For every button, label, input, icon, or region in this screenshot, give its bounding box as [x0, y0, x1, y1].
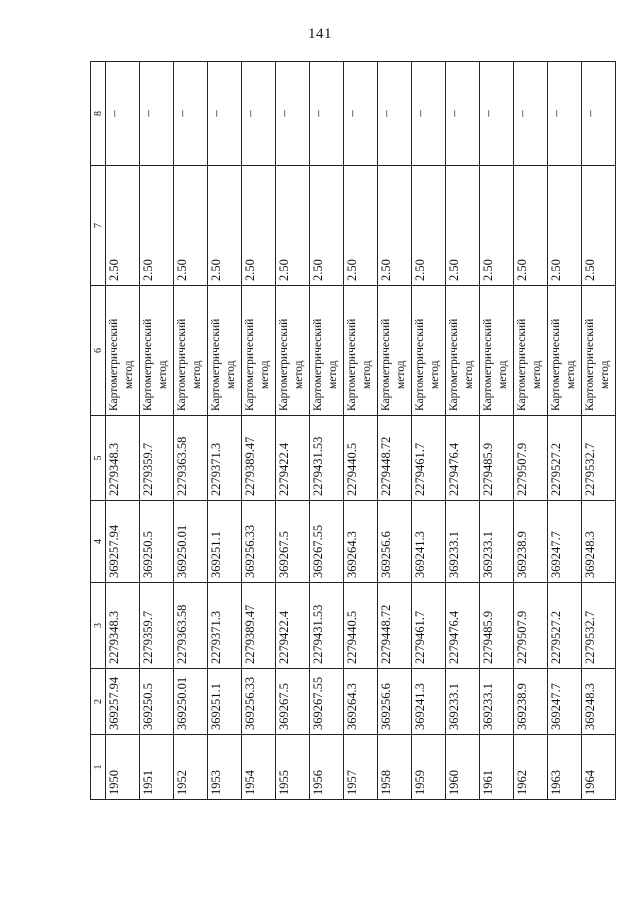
- method-cell: [140, 286, 174, 416]
- method-text: Картометрический: [244, 318, 256, 411]
- rotated-table-container: [90, 62, 611, 800]
- point-id-cell: 1950: [106, 735, 140, 800]
- accuracy-cell: 2.50: [106, 166, 140, 286]
- table-row: [480, 62, 514, 800]
- point-id-cell: 1955: [276, 735, 310, 800]
- x-coordinate-cell: 369248.3: [582, 501, 616, 583]
- x-coordinate-cell: 369250.01: [174, 669, 208, 735]
- y-coordinate-cell: 2279461.7: [412, 416, 446, 501]
- x-coordinate-cell: 369250.5: [140, 669, 174, 735]
- y-coordinate-cell: 2279440.5: [344, 583, 378, 669]
- column-header: 3: [91, 583, 106, 669]
- method-text: метод: [395, 360, 407, 389]
- table-row: [548, 62, 582, 800]
- note-cell: –: [446, 62, 480, 166]
- table-row: [242, 62, 276, 800]
- y-coordinate-cell: 2279448.72: [378, 583, 412, 669]
- method-text: Картометрический: [346, 318, 358, 411]
- accuracy-cell: 2.50: [548, 166, 582, 286]
- x-coordinate-cell: 369250.5: [140, 501, 174, 583]
- column-header: 5: [91, 416, 106, 501]
- y-coordinate-cell: 2279485.9: [480, 583, 514, 669]
- method-text: Картометрический: [312, 318, 324, 411]
- y-coordinate-cell: 2279422.4: [276, 583, 310, 669]
- table-row: [140, 62, 174, 800]
- method-cell: [582, 286, 616, 416]
- point-id-cell: 1964: [582, 735, 616, 800]
- table-row: [582, 62, 616, 800]
- y-coordinate-cell: 2279431.53: [310, 416, 344, 501]
- note-cell: –: [480, 62, 514, 166]
- table-row: [174, 62, 208, 800]
- column-header: 2: [91, 669, 106, 735]
- page-number: 141: [308, 26, 332, 42]
- x-coordinate-cell: 369256.6: [378, 501, 412, 583]
- x-coordinate-cell: 369256.33: [242, 669, 276, 735]
- method-text: метод: [361, 360, 373, 389]
- method-text: Картометрический: [482, 318, 494, 411]
- table-row: [106, 62, 140, 800]
- x-coordinate-cell: 369233.1: [446, 669, 480, 735]
- accuracy-cell: 2.50: [242, 166, 276, 286]
- note-cell: –: [582, 62, 616, 166]
- method-cell: [378, 286, 412, 416]
- method-text: метод: [225, 360, 237, 389]
- point-id-cell: 1961: [480, 735, 514, 800]
- x-coordinate-cell: 369264.3: [344, 501, 378, 583]
- accuracy-cell: 2.50: [174, 166, 208, 286]
- note-cell: –: [208, 62, 242, 166]
- method-text: Картометрический: [176, 318, 188, 411]
- table-row: [412, 62, 446, 800]
- x-coordinate-cell: 369267.55: [310, 669, 344, 735]
- accuracy-cell: 2.50: [412, 166, 446, 286]
- accuracy-cell: 2.50: [344, 166, 378, 286]
- point-id-cell: 1959: [412, 735, 446, 800]
- method-cell: [208, 286, 242, 416]
- note-cell: –: [106, 62, 140, 166]
- y-coordinate-cell: 2279371.3: [208, 416, 242, 501]
- note-cell: –: [412, 62, 446, 166]
- note-cell: –: [174, 62, 208, 166]
- method-text: метод: [531, 360, 543, 389]
- method-text: Картометрический: [278, 318, 290, 411]
- method-cell: [412, 286, 446, 416]
- header-row: [91, 62, 106, 800]
- x-coordinate-cell: 369264.3: [344, 669, 378, 735]
- point-id-cell: 1963: [548, 735, 582, 800]
- y-coordinate-cell: 2279348.3: [106, 416, 140, 501]
- coordinates-table: [90, 61, 616, 800]
- y-coordinate-cell: 2279476.4: [446, 416, 480, 501]
- y-coordinate-cell: 2279527.2: [548, 416, 582, 501]
- point-id-cell: 1951: [140, 735, 174, 800]
- method-cell: [242, 286, 276, 416]
- method-text: метод: [497, 360, 509, 389]
- method-cell: [310, 286, 344, 416]
- method-cell: [106, 286, 140, 416]
- note-cell: –: [344, 62, 378, 166]
- table-row: [514, 62, 548, 800]
- y-coordinate-cell: 2279348.3: [106, 583, 140, 669]
- y-coordinate-cell: 2279448.72: [378, 416, 412, 501]
- x-coordinate-cell: 369247.7: [548, 669, 582, 735]
- x-coordinate-cell: 369233.1: [446, 501, 480, 583]
- x-coordinate-cell: 369238.9: [514, 501, 548, 583]
- method-text: метод: [191, 360, 203, 389]
- y-coordinate-cell: 2279461.7: [412, 583, 446, 669]
- point-id-cell: 1953: [208, 735, 242, 800]
- x-coordinate-cell: 369257.94: [106, 669, 140, 735]
- x-coordinate-cell: 369233.1: [480, 501, 514, 583]
- note-cell: –: [378, 62, 412, 166]
- accuracy-cell: 2.50: [310, 166, 344, 286]
- y-coordinate-cell: 2279389.47: [242, 583, 276, 669]
- column-header: 6: [91, 286, 106, 416]
- x-coordinate-cell: 369247.7: [548, 501, 582, 583]
- point-id-cell: 1956: [310, 735, 344, 800]
- method-text: Картометрический: [108, 318, 120, 411]
- method-text: метод: [599, 360, 611, 389]
- y-coordinate-cell: 2279359.7: [140, 583, 174, 669]
- point-id-cell: 1962: [514, 735, 548, 800]
- method-text: Картометрический: [380, 318, 392, 411]
- y-coordinate-cell: 2279359.7: [140, 416, 174, 501]
- x-coordinate-cell: 369256.6: [378, 669, 412, 735]
- table-row: [446, 62, 480, 800]
- x-coordinate-cell: 369257.94: [106, 501, 140, 583]
- x-coordinate-cell: 369256.33: [242, 501, 276, 583]
- note-cell: –: [514, 62, 548, 166]
- x-coordinate-cell: 369267.5: [276, 501, 310, 583]
- y-coordinate-cell: 2279363.58: [174, 583, 208, 669]
- y-coordinate-cell: 2279507.9: [514, 416, 548, 501]
- method-cell: [276, 286, 310, 416]
- y-coordinate-cell: 2279440.5: [344, 416, 378, 501]
- column-header: 1: [91, 735, 106, 800]
- table-row: [344, 62, 378, 800]
- y-coordinate-cell: 2279363.58: [174, 416, 208, 501]
- y-coordinate-cell: 2279485.9: [480, 416, 514, 501]
- table-row: [276, 62, 310, 800]
- method-text: Картометрический: [516, 318, 528, 411]
- x-coordinate-cell: 369241.3: [412, 501, 446, 583]
- table-body: [91, 62, 616, 800]
- accuracy-cell: 2.50: [140, 166, 174, 286]
- method-cell: [174, 286, 208, 416]
- y-coordinate-cell: 2279422.4: [276, 416, 310, 501]
- column-header: 8: [91, 62, 106, 166]
- method-text: метод: [429, 360, 441, 389]
- table-row: [378, 62, 412, 800]
- method-text: метод: [565, 360, 577, 389]
- method-cell: [446, 286, 480, 416]
- y-coordinate-cell: 2279389.47: [242, 416, 276, 501]
- y-coordinate-cell: 2279371.3: [208, 583, 242, 669]
- accuracy-cell: 2.50: [276, 166, 310, 286]
- note-cell: –: [310, 62, 344, 166]
- accuracy-cell: 2.50: [582, 166, 616, 286]
- method-text: метод: [157, 360, 169, 389]
- method-text: метод: [259, 360, 271, 389]
- accuracy-cell: 2.50: [480, 166, 514, 286]
- method-cell: [344, 286, 378, 416]
- method-text: метод: [293, 360, 305, 389]
- note-cell: –: [548, 62, 582, 166]
- method-cell: [548, 286, 582, 416]
- x-coordinate-cell: 369251.1: [208, 501, 242, 583]
- y-coordinate-cell: 2279532.7: [582, 416, 616, 501]
- y-coordinate-cell: 2279507.9: [514, 583, 548, 669]
- point-id-cell: 1960: [446, 735, 480, 800]
- x-coordinate-cell: 369248.3: [582, 669, 616, 735]
- y-coordinate-cell: 2279476.4: [446, 583, 480, 669]
- note-cell: –: [140, 62, 174, 166]
- x-coordinate-cell: 369250.01: [174, 501, 208, 583]
- x-coordinate-cell: 369267.5: [276, 669, 310, 735]
- method-cell: [480, 286, 514, 416]
- method-text: Картометрический: [584, 318, 596, 411]
- table-row: [310, 62, 344, 800]
- y-coordinate-cell: 2279532.7: [582, 583, 616, 669]
- method-text: метод: [123, 360, 135, 389]
- method-text: Картометрический: [414, 318, 426, 411]
- point-id-cell: 1952: [174, 735, 208, 800]
- note-cell: –: [276, 62, 310, 166]
- x-coordinate-cell: 369238.9: [514, 669, 548, 735]
- note-cell: –: [242, 62, 276, 166]
- y-coordinate-cell: 2279527.2: [548, 583, 582, 669]
- y-coordinate-cell: 2279431.53: [310, 583, 344, 669]
- column-header: 4: [91, 501, 106, 583]
- method-cell: [514, 286, 548, 416]
- accuracy-cell: 2.50: [378, 166, 412, 286]
- method-text: метод: [463, 360, 475, 389]
- point-id-cell: 1957: [344, 735, 378, 800]
- accuracy-cell: 2.50: [208, 166, 242, 286]
- x-coordinate-cell: 369233.1: [480, 669, 514, 735]
- method-text: Картометрический: [448, 318, 460, 411]
- accuracy-cell: 2.50: [514, 166, 548, 286]
- method-text: метод: [327, 360, 339, 389]
- point-id-cell: 1958: [378, 735, 412, 800]
- method-text: Картометрический: [142, 318, 154, 411]
- x-coordinate-cell: 369241.3: [412, 669, 446, 735]
- method-text: Картометрический: [550, 318, 562, 411]
- point-id-cell: 1954: [242, 735, 276, 800]
- method-text: Картометрический: [210, 318, 222, 411]
- accuracy-cell: 2.50: [446, 166, 480, 286]
- x-coordinate-cell: 369251.1: [208, 669, 242, 735]
- column-header: 7: [91, 166, 106, 286]
- x-coordinate-cell: 369267.55: [310, 501, 344, 583]
- table-row: [208, 62, 242, 800]
